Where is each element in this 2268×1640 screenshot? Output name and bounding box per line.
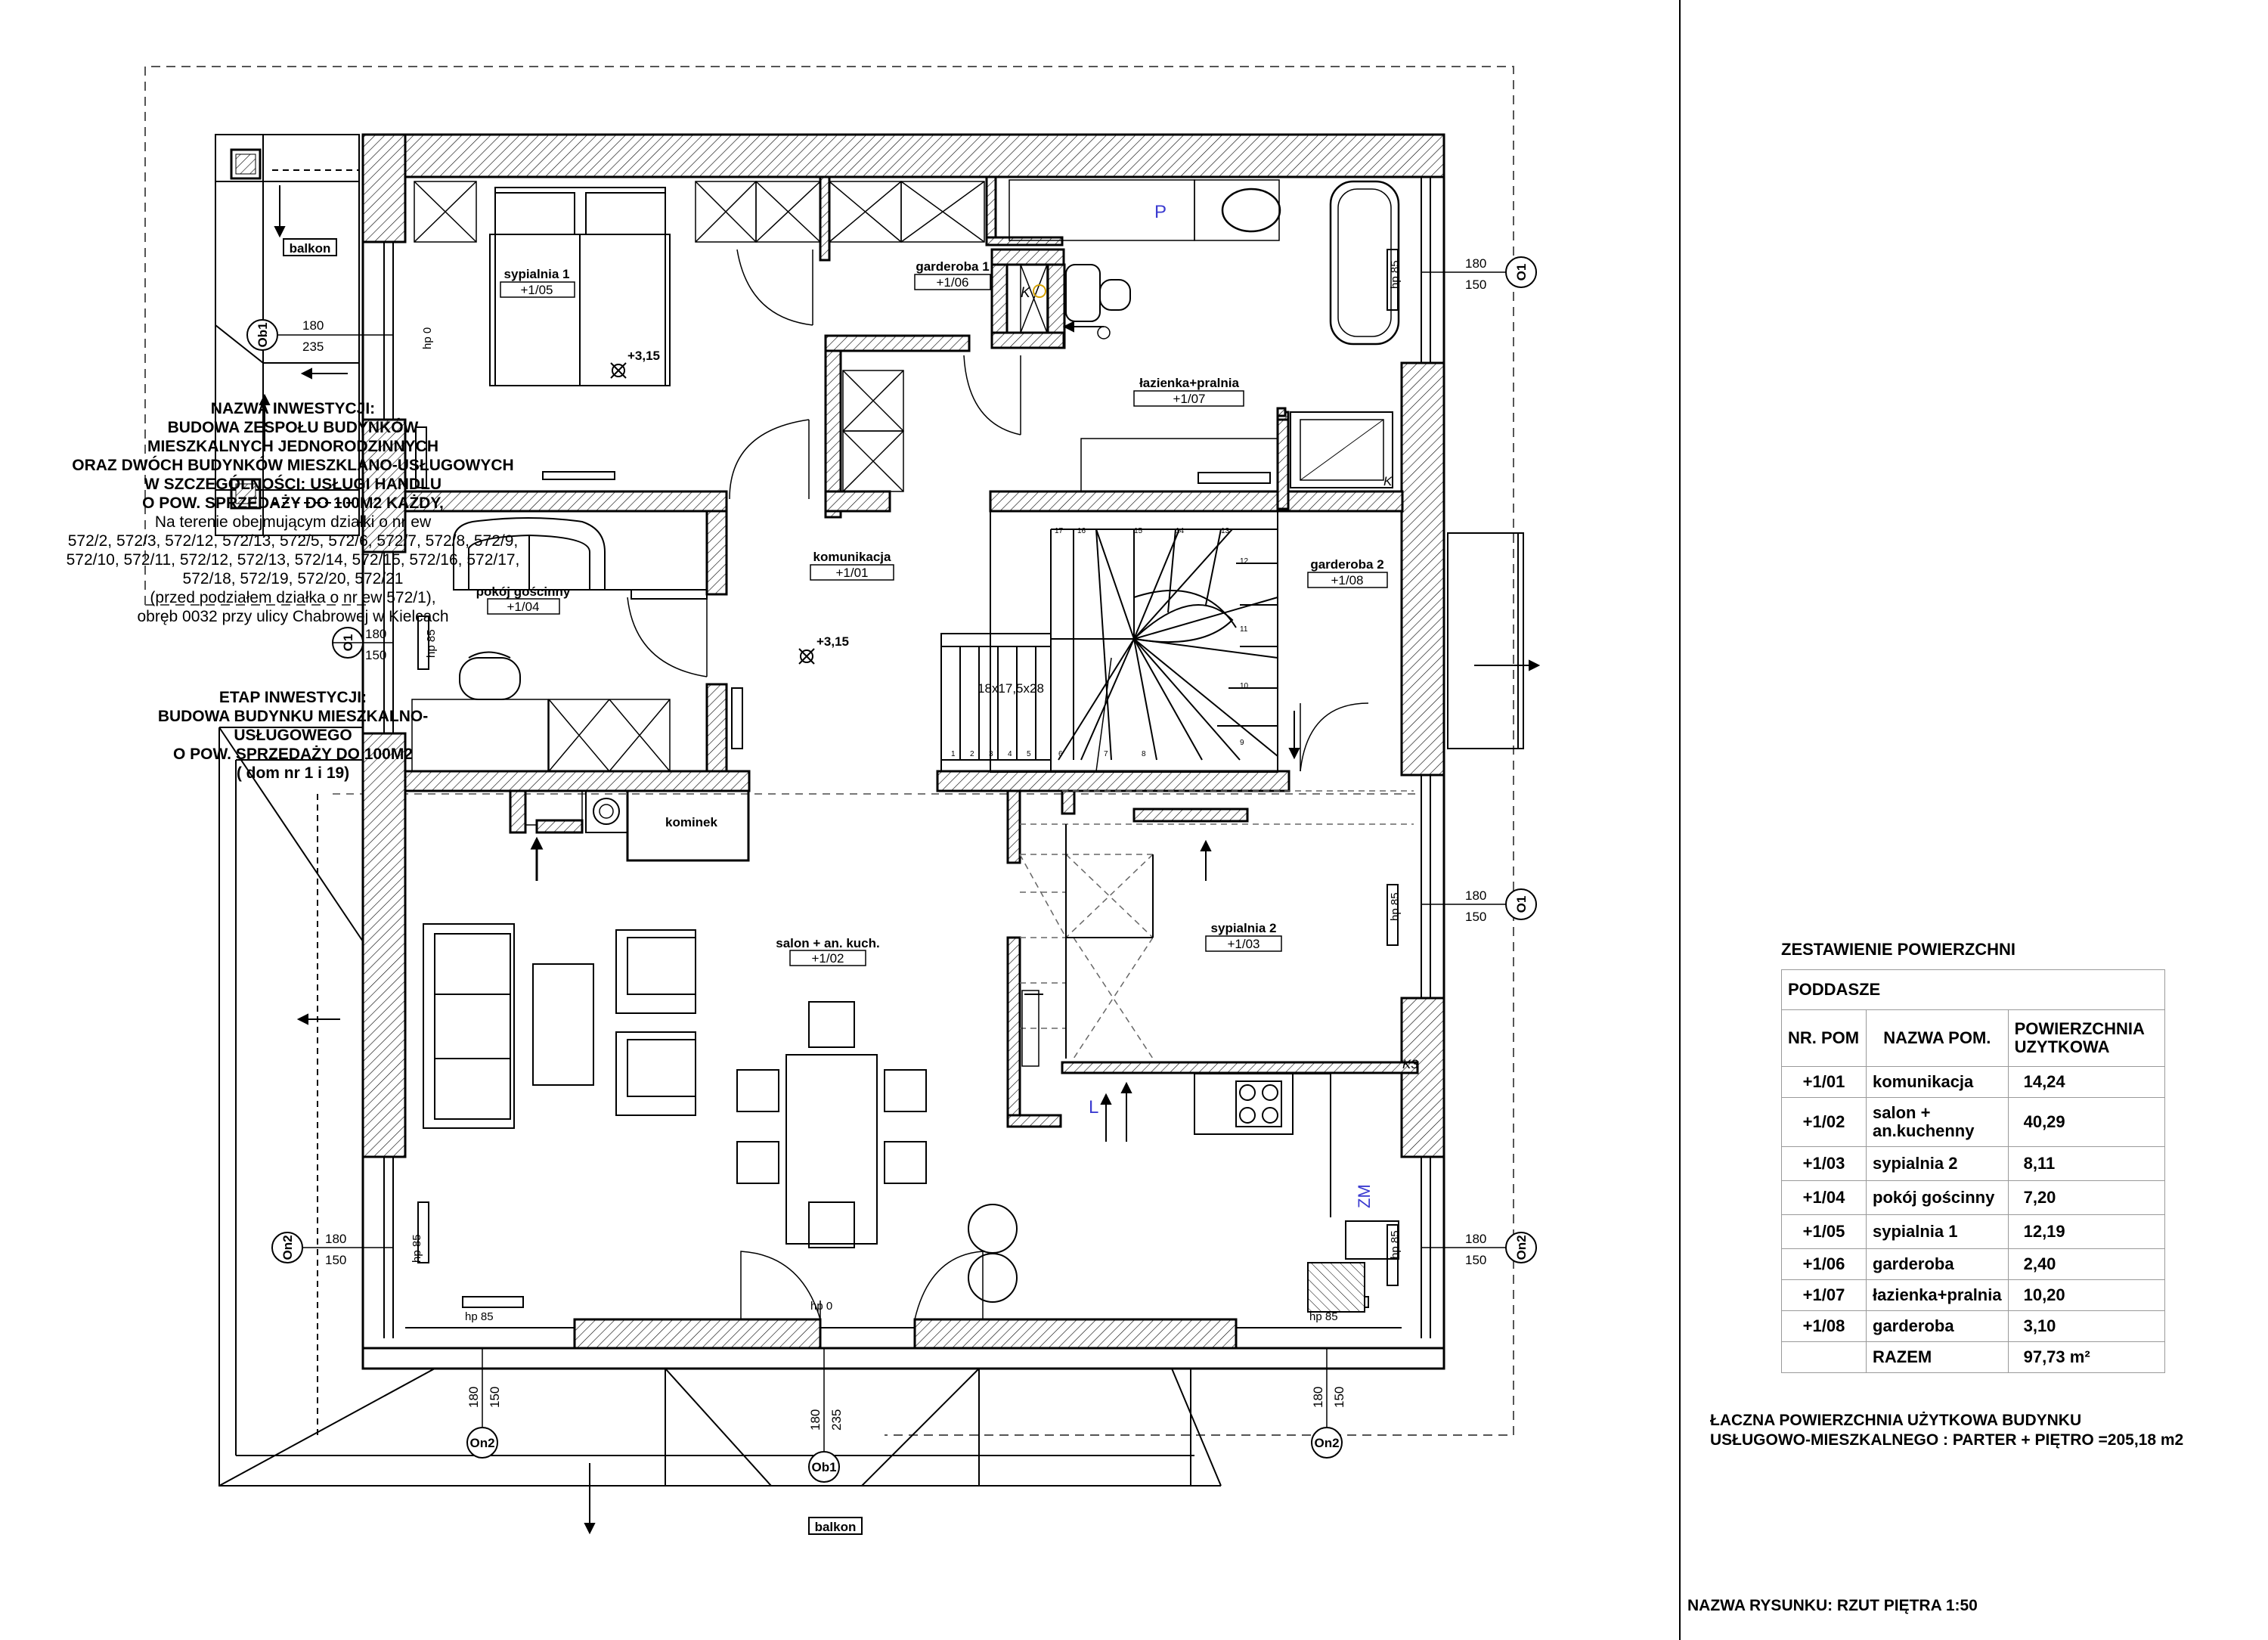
stair-number: 2	[970, 750, 974, 758]
stair-number: 17	[1055, 527, 1064, 535]
schedule-nr: +1/05	[1782, 1215, 1867, 1249]
stair-number: 11	[1240, 625, 1248, 634]
stair-number: 4	[1008, 750, 1012, 758]
investment-line: NAZWA INWESTYCJI:	[210, 400, 376, 417]
stair-void-solid	[1022, 824, 1153, 1066]
hp-label: hp 85	[1389, 892, 1402, 921]
label-zm: ZM	[1355, 1184, 1374, 1208]
schedule-row	[1782, 1249, 2165, 1280]
schedule-total-label: RAZEM	[1867, 1342, 2009, 1373]
label-l: L	[1089, 1097, 1099, 1118]
stage-line: ETAP INWESTYCJI:	[218, 689, 367, 706]
schedule-nr: +1/08	[1782, 1311, 1867, 1342]
dim: 235	[829, 1409, 844, 1431]
hp-label: hp 85	[1389, 260, 1402, 289]
room-name: sypialnia 2	[1210, 921, 1277, 935]
schedule-area: 7,20	[2008, 1181, 2164, 1215]
schedule-name: pokój gościnny	[1867, 1181, 2009, 1215]
hp-label: hp 85	[425, 629, 438, 658]
stage-line: BUDOWA BUDYNKU MIESZKALNO-	[157, 708, 429, 725]
investment-line: W SZCZEGÓLNOŚCI: USŁUGI HANDLU	[144, 476, 442, 493]
investment-line: obręb 0032 przy ulicy Chabrowej w Kielcach	[137, 608, 449, 625]
right-canopy	[1448, 533, 1538, 749]
dim: 180	[1465, 1232, 1487, 1246]
dim: 150	[1332, 1386, 1346, 1408]
schedule-name: sypialnia 1	[1867, 1215, 2009, 1249]
label-p: P	[1154, 202, 1167, 222]
dim: 180	[325, 1232, 347, 1246]
stair-number: 8	[1142, 750, 1146, 758]
dim: 150	[1465, 1253, 1487, 1267]
room-name: łazienka+pralnia	[1139, 376, 1239, 390]
dim: 150	[1465, 277, 1487, 292]
stair-number: 7	[1104, 750, 1108, 758]
stair-number: 6	[1058, 750, 1063, 758]
summary-line: ŁACZNA POWIERZCHNIA UŻYTKOWA BUDYNKU	[1710, 1412, 2082, 1429]
level-marker-text: +3,15	[627, 349, 661, 363]
room-number: +1/05	[520, 283, 553, 297]
stair-dimension: 18x17,5x28	[978, 681, 1044, 696]
schedule-row	[1782, 1311, 2165, 1342]
room-name: garderoba 1	[916, 259, 990, 274]
stair-number: 12	[1240, 557, 1249, 566]
window-tag-ob1: Ob1	[256, 322, 270, 348]
schedule-area: 40,29	[2008, 1098, 2164, 1147]
stair-number: 3	[989, 750, 993, 758]
room-number: +1/04	[507, 600, 540, 614]
schedule-row	[1782, 1181, 2165, 1215]
dim: 150	[365, 648, 387, 662]
window-tag-o1: O1	[1514, 263, 1529, 281]
schedule-header: POWIERZCHNIA UZYTKOWA	[2008, 1010, 2164, 1067]
window-tag-on2: On2	[469, 1436, 495, 1450]
room-name: pokój gościnny	[476, 584, 571, 599]
schedule-name: łazienka+pralnia	[1867, 1280, 2009, 1311]
schedule-name: komunikacja	[1867, 1067, 2009, 1098]
hp-label: hp 0	[421, 327, 434, 349]
stage-line: O POW. SPRZEDAŻY DO 100M2	[172, 746, 414, 763]
window-tag-o1: O1	[1514, 895, 1529, 913]
schedule-row	[1782, 1215, 2165, 1249]
schedule-area: 8,11	[2008, 1147, 2164, 1181]
balcony-label: balkon	[289, 241, 331, 256]
stage-line: ( dom nr 1 i 19)	[236, 764, 350, 782]
schedule-header: NR. POM	[1782, 1010, 1867, 1067]
hp-label: hp 85	[411, 1234, 423, 1263]
schedule-nr: +1/03	[1782, 1147, 1867, 1181]
room-number: +1/07	[1173, 392, 1206, 406]
area-schedule	[1781, 969, 2165, 1373]
room-number: +1/03	[1227, 937, 1260, 951]
label-k3: K3	[1402, 1057, 1418, 1071]
room-name: sypialnia 1	[503, 267, 570, 281]
dim: 150	[325, 1253, 347, 1267]
label-k-bath: K	[1383, 474, 1393, 488]
investment-line: 572/2, 572/3, 572/12, 572/13, 572/5, 572/6, 572/7, 572/8, 572/9,	[67, 532, 519, 550]
balcony-bottom-label: balkon	[814, 1520, 857, 1534]
schedule-level: PODDASZE	[1782, 970, 2165, 1010]
dim: 180	[1465, 888, 1487, 903]
fireplace-label: kominek	[665, 815, 717, 829]
schedule-total-value: 97,73 m²	[2008, 1342, 2164, 1373]
investment-line: MIESZKALNYCH JEDNORODZINNYCH	[147, 438, 438, 455]
dim: 180	[808, 1409, 823, 1431]
stair-number: 14	[1176, 527, 1185, 535]
room-name: salon + an. kuch.	[776, 936, 880, 950]
schedule-row	[1782, 1098, 2165, 1147]
dim: 180	[302, 318, 324, 333]
dim: 150	[1465, 910, 1487, 924]
schedule-row	[1782, 1067, 2165, 1098]
stair-number: 1	[951, 750, 956, 758]
stair-number: 13	[1221, 527, 1230, 535]
level-marker-text: +3,15	[816, 634, 850, 649]
schedule-nr: +1/07	[1782, 1280, 1867, 1311]
schedule-header-row	[1782, 1010, 2165, 1067]
investment-line: BUDOWA ZESPOŁU BUDYNKÓW	[167, 419, 419, 436]
schedule-title: ZESTAWIENIE POWIERZCHNI	[1781, 940, 2016, 959]
window-tag-o1: O1	[341, 634, 355, 652]
schedule-name: sypialnia 2	[1867, 1147, 2009, 1181]
schedule-area: 14,24	[2008, 1067, 2164, 1098]
schedule-area: 2,40	[2008, 1249, 2164, 1280]
window-tag-on2: On2	[1314, 1436, 1340, 1450]
summary-line: USŁUGOWO-MIESZKALNEGO : PARTER + PIĘTRO =205,18 m2	[1710, 1431, 2184, 1449]
schedule-nr: +1/02	[1782, 1098, 1867, 1147]
schedule-name: garderoba	[1867, 1311, 2009, 1342]
dim: 180	[466, 1386, 481, 1408]
window-tag-on2: On2	[280, 1235, 295, 1260]
hp-label: hp 85	[465, 1310, 494, 1323]
stair-number: 16	[1077, 527, 1086, 535]
total-area-summary	[1710, 1411, 2183, 1450]
window-tag-on2: On2	[1514, 1235, 1529, 1260]
stair-number: 10	[1240, 682, 1249, 690]
room-name: komunikacja	[813, 550, 891, 564]
schedule-row	[1782, 1280, 2165, 1311]
room-number: +1/02	[811, 951, 844, 966]
dim: 150	[488, 1386, 502, 1408]
stair-number: 15	[1134, 527, 1143, 535]
investment-line: Na terenie obejmującym działki o nr ew	[154, 513, 432, 531]
investment-line: ORAZ DWÓCH BUDYNKÓW MIESZKLANO-USŁUGOWYCH	[72, 457, 514, 474]
investment-line: 572/10, 572/11, 572/12, 572/13, 572/14, 572/15, 572/16, 572/17,	[66, 551, 520, 569]
interior-walls	[405, 177, 1418, 1127]
schedule-name: salon + an.kuchenny	[1867, 1098, 2009, 1147]
stage-info	[0, 688, 586, 783]
hp-label: hp 0	[810, 1300, 833, 1313]
stage-line: USŁUGOWEGO	[234, 727, 352, 744]
schedule-name: garderoba	[1867, 1249, 2009, 1280]
label-k: K	[1021, 285, 1030, 301]
hp-label: hp 85	[1309, 1310, 1338, 1323]
investment-line: (przed podziałem działka o nr ew 572/1),	[150, 589, 436, 606]
stair-number: 9	[1240, 739, 1244, 747]
schedule-header: NAZWA POM.	[1867, 1010, 2009, 1067]
schedule-nr: +1/04	[1782, 1181, 1867, 1215]
window-tag-ob1: Ob1	[811, 1460, 837, 1474]
schedule-nr: +1/06	[1782, 1249, 1867, 1280]
drawing-name: NAZWA RYSUNKU: RZUT PIĘTRA 1:50	[1687, 1597, 1978, 1614]
dim: 180	[1465, 256, 1487, 271]
fireplace	[510, 791, 748, 881]
investment-info	[0, 399, 586, 626]
dim: 180	[365, 627, 387, 641]
investment-line: 572/18, 572/19, 572/20, 572/21	[182, 570, 404, 587]
schedule-total-row	[1782, 1342, 2165, 1373]
room-number: +1/08	[1331, 573, 1364, 587]
investment-line: O POW. SPRZEDAŻY DO 100M2 KAŻDY,	[142, 494, 444, 512]
schedule-nr: +1/01	[1782, 1067, 1867, 1098]
schedule-row	[1782, 1147, 2165, 1181]
dim: 235	[302, 339, 324, 354]
room-number: +1/06	[936, 275, 969, 290]
stair	[941, 511, 1278, 772]
dim: 180	[1311, 1386, 1325, 1408]
schedule-level-row	[1782, 970, 2165, 1010]
schedule-area: 10,20	[2008, 1280, 2164, 1311]
stair-number: 5	[1027, 750, 1031, 758]
living-furniture	[423, 518, 1399, 1312]
schedule-area: 3,10	[2008, 1311, 2164, 1342]
hp-label: hp 85	[1389, 1230, 1402, 1259]
room-name: garderoba 2	[1310, 557, 1384, 572]
schedule-area: 12,19	[2008, 1215, 2164, 1249]
room-number: +1/01	[835, 566, 869, 580]
